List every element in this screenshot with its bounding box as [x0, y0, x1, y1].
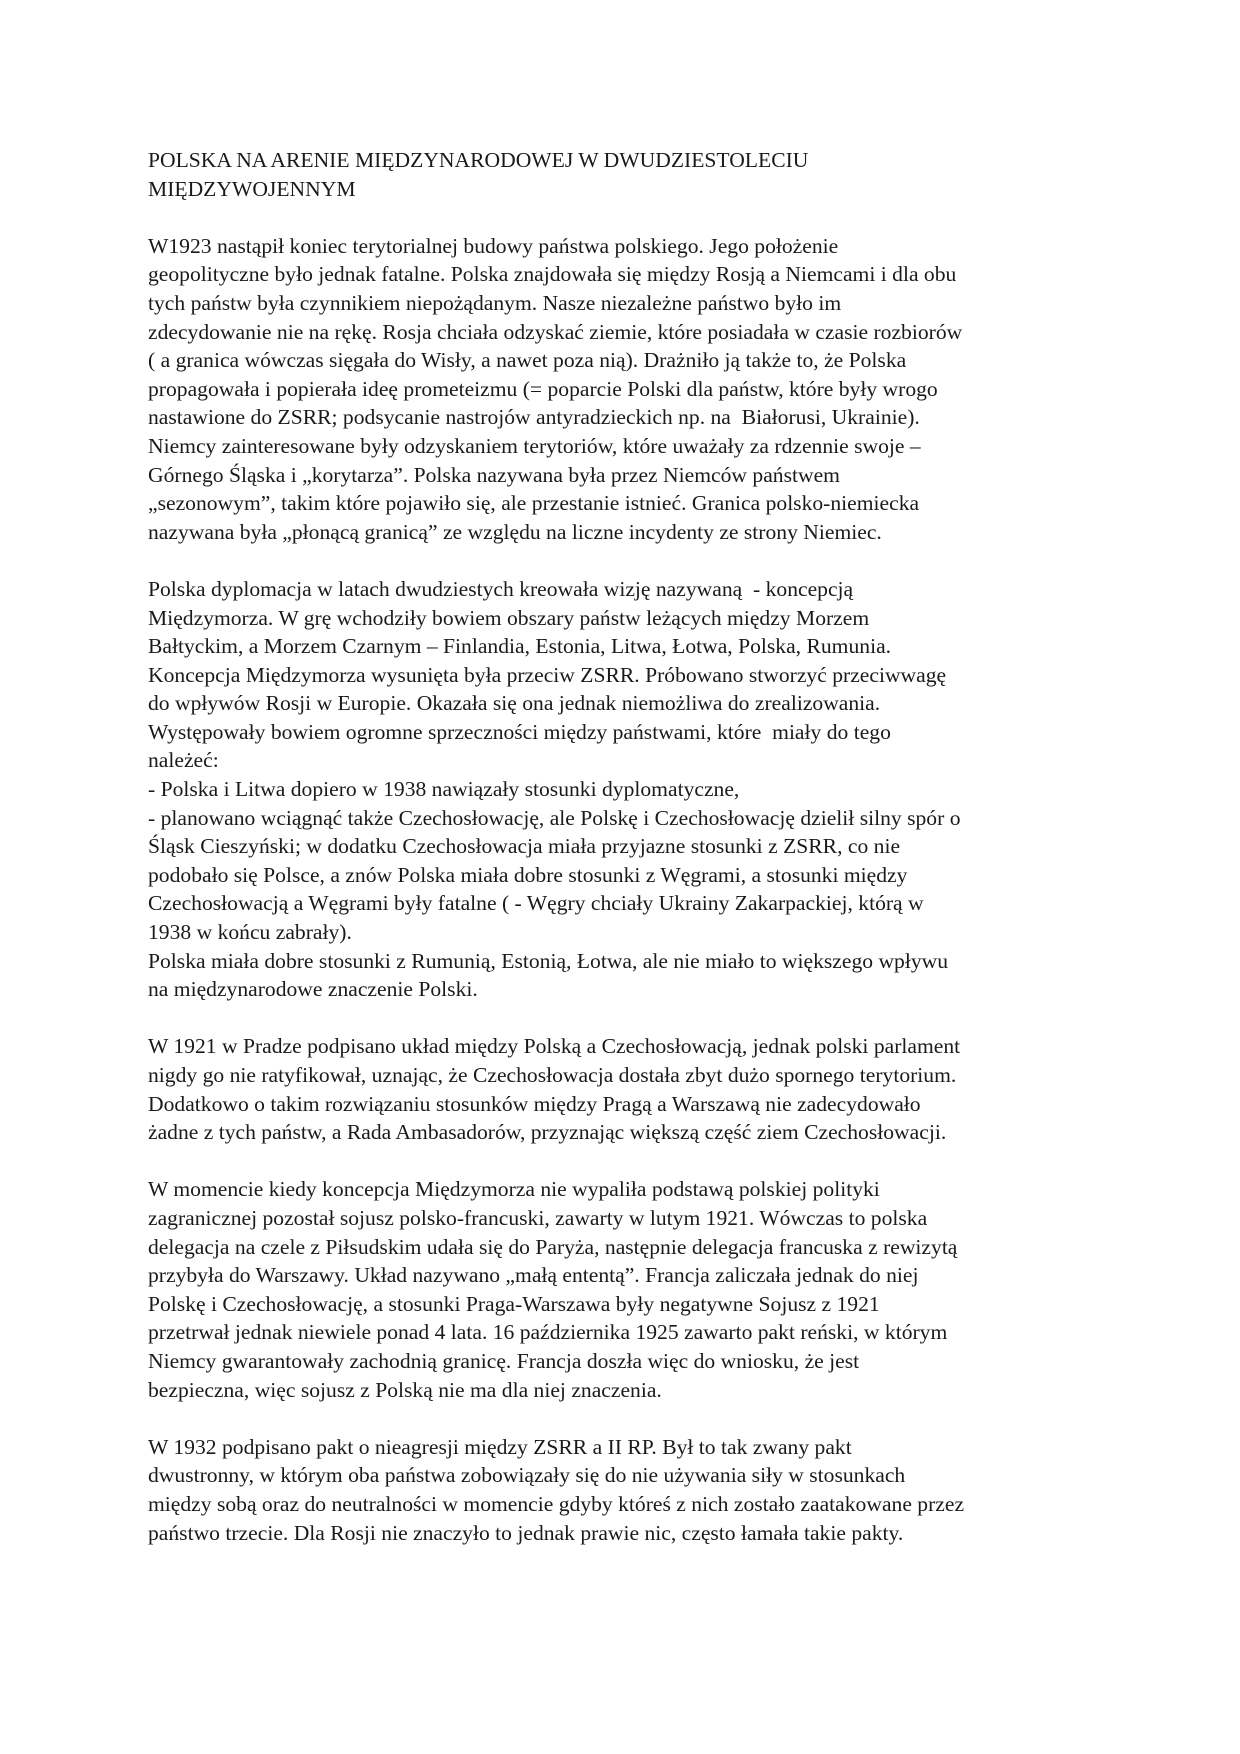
text-line: Występowały bowiem ogromne sprzeczności między państwami, które miały do tego	[148, 719, 891, 744]
text-line: Niemcy zainteresowane były odzyskaniem terytoriów, które uważały za rdzennie swoje –	[148, 433, 921, 458]
paragraph-3	[148, 1032, 1093, 1146]
text-line: żadne z tych państw, a Rada Ambasadorów, przyznając większą część ziem Czechosłowacji.	[148, 1120, 947, 1145]
text-line: nazywana była „płonącą granicą” ze względu na liczne incydenty ze strony Niemiec.	[148, 519, 882, 544]
text-line: przybyła do Warszawy. Układ nazywano „małą ententą”. Francja zaliczała jednak do niej	[148, 1263, 919, 1288]
list-item: - planowano wciągnąć także Czechosłowację, ale Polskę i Czechosłowację dzielił silny spór o	[148, 805, 961, 830]
text-line: Śląsk Cieszyński; w dodatku Czechosłowacja miała przyjazne stosunki z ZSRR, co nie	[148, 834, 901, 859]
text-line: Polskę i Czechosłowację, a stosunki Praga-Warszawa były negatywne Sojusz z 1921	[148, 1291, 880, 1316]
text-line: nigdy go nie ratyfikował, uznając, że Czechosłowacja dostała zbyt dużo spornego terytorium.	[148, 1063, 957, 1087]
text-line: należeć:	[148, 748, 219, 773]
text-line: państwo trzecie. Dla Rosji nie znaczyło to jednak prawie nic, często łamała takie pakty.	[148, 1520, 904, 1545]
paragraph-spacer	[148, 203, 1093, 232]
text-line: 1938 w końcu zabrały).	[148, 920, 352, 945]
text-line: Koncepcja Międzymorza wysunięta była przeciw ZSRR. Próbowano stworzyć przeciwwagę	[148, 662, 947, 687]
text-line: W 1932 podpisano pakt o nieagresji między ZSRR a II RP. Był to tak zwany pakt	[148, 1434, 852, 1459]
text-line: na międzynarodowe znaczenie Polski.	[148, 977, 478, 1002]
paragraph-1	[148, 232, 1093, 547]
text-line: przetrwał jednak niewiele ponad 4 lata. 16 października 1925 zawarto pakt reński, w którym	[148, 1320, 948, 1345]
text-line: dwustronny, w którym oba państwa zobowiązały się do nie używania siły w stosunkach	[148, 1463, 906, 1488]
text-line: ( a granica wówczas sięgała do Wisły, a nawet poza nią). Drażniło ją także to, że Polska	[148, 348, 907, 373]
text-line: nastawione do ZSRR; podsycanie nastrojów antyradzieckich np. na Białorusi, Ukrainie).	[148, 405, 920, 430]
paragraph-2	[148, 575, 1093, 1004]
text-line: tych państw była czynnikiem niepożądanym. Nasze niezależne państwo było im	[148, 290, 842, 315]
text-line: Polska dyplomacja w latach dwudziestych kreowała wizję nazywaną - koncepcją	[148, 576, 854, 601]
paragraph-spacer	[148, 1147, 1093, 1176]
text-line: propagowała i popierała ideę prometeizmu (= poparcie Polski dla państw, które były wrogo	[148, 376, 938, 401]
document-page	[148, 146, 1093, 1547]
title-line: MIĘDZYWOJENNYM	[148, 176, 356, 201]
text-line: Czechosłowacją a Węgrami były fatalne ( - Węgry chciały Ukrainy Zakarpackiej, którą w	[148, 891, 924, 916]
text-line: Dodatkowo o takim rozwiązaniu stosunków między Pragą a Warszawą nie zadecydowało	[148, 1091, 921, 1116]
paragraph-4	[148, 1175, 1093, 1404]
paragraph-5	[148, 1433, 1093, 1547]
paragraph-spacer	[148, 1004, 1093, 1033]
page-title	[148, 146, 1093, 203]
text-line: między sobą oraz do neutralności w momencie gdyby któreś z nich zostało zaatakowane przez	[148, 1491, 965, 1516]
text-line: Bałtyckim, a Morzem Czarnym – Finlandia, Estonia, Litwa, Łotwa, Polska, Rumunia.	[148, 634, 892, 659]
text-line: zagranicznej pozostał sojusz polsko-francuski, zawarty w lutym 1921. Wówczas to polska	[148, 1205, 928, 1230]
paragraph-spacer	[148, 546, 1093, 575]
text-line: „sezonowym”, takim które pojawiło się, ale przestanie istnieć. Granica polsko-niemiecka	[148, 491, 920, 516]
text-line: podobało się Polsce, a znów Polska miała dobre stosunki z Węgrami, a stosunki między	[148, 862, 908, 887]
text-line: Górnego Śląska i „korytarza”. Polska nazywana była przez Niemców państwem	[148, 462, 840, 487]
text-line: zdecydowanie nie na rękę. Rosja chciała odzyskać ziemie, które posiadała w czasie rozbiorów	[148, 319, 963, 344]
text-line: delegacja na czele z Piłsudskim udała się do Paryża, następnie delegacja francuska z rewizytą	[148, 1234, 958, 1259]
text-line: Międzymorza. W grę wchodziły bowiem obszary państw leżących między Morzem	[148, 605, 870, 630]
text-line: W 1921 w Pradze podpisano układ między Polską a Czechosłowacją, jednak polski parlament	[148, 1034, 961, 1059]
text-line: bezpieczna, więc sojusz z Polską nie ma dla niej znaczenia.	[148, 1377, 662, 1402]
text-line: geopolityczne było jednak fatalne. Polska znajdowała się między Rosją a Niemcami i dla obu	[148, 262, 957, 287]
text-line: Niemcy gwarantowały zachodnią granicę. Francja doszła więc do wniosku, że jest	[148, 1348, 860, 1373]
text-line: W momencie kiedy koncepcja Międzymorza nie wypaliła podstawą polskiej polityki	[148, 1177, 880, 1202]
title-line: POLSKA NA ARENIE MIĘDZYNARODOWEJ W DWUDZIESTOLECIU	[148, 148, 809, 172]
list-item: - Polska i Litwa dopiero w 1938 nawiązały stosunki dyplomatyczne,	[148, 777, 740, 802]
paragraph-spacer	[148, 1404, 1093, 1433]
text-line: do wpływów Rosji w Europie. Okazała się ona jednak niemożliwa do zrealizowania.	[148, 691, 881, 716]
text-line: W1923 nastąpił koniec terytorialnej budowy państwa polskiego. Jego położenie	[148, 233, 839, 258]
text-line: Polska miała dobre stosunki z Rumunią, Estonią, Łotwa, ale nie miało to większego wpływu	[148, 948, 949, 973]
